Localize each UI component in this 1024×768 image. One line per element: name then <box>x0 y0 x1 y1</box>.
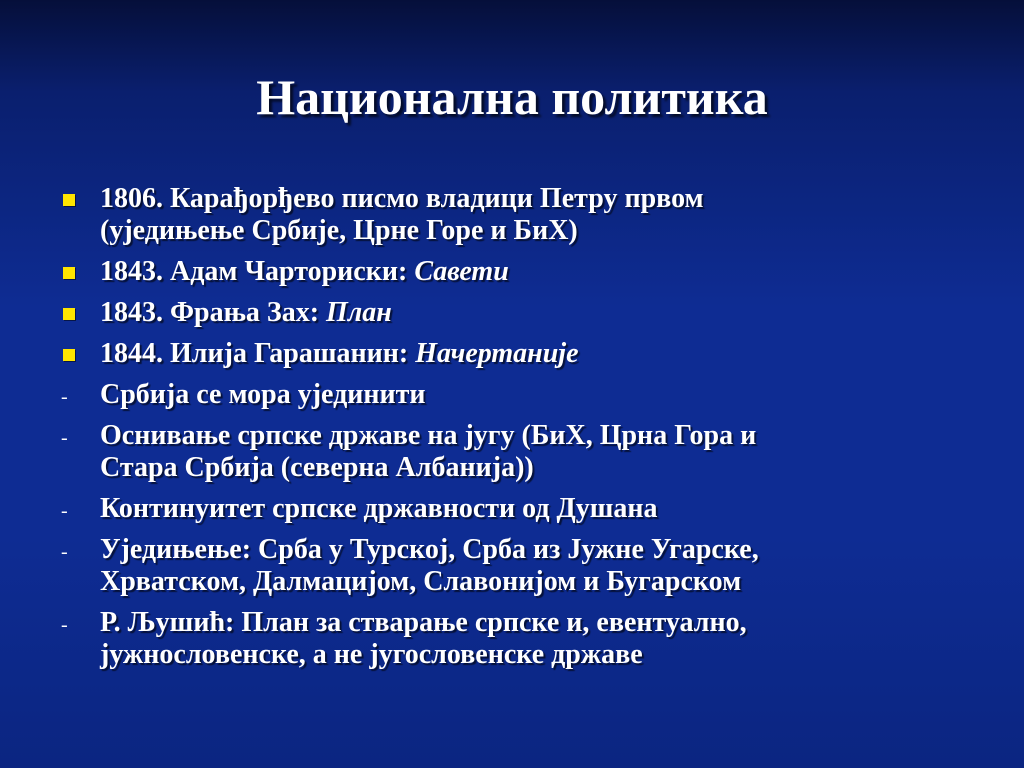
bullet-text: Уједињење: Срба у Турској, Срба из Јужне Угарске, <box>100 534 759 565</box>
bullet-text: Континуитет српске државности од Душана <box>100 493 658 524</box>
bullet-text: Р. Љушић: План за стварање српске и, евентуално, <box>100 607 747 638</box>
bullet-text: Стара Србија (северна Албанија)) <box>100 452 534 483</box>
bullet-italic-text: Савети <box>414 256 509 287</box>
list-item <box>60 379 960 411</box>
bullet-text: 1843. Фрања Зах: <box>100 297 327 328</box>
square-bullet-icon <box>63 308 75 320</box>
dash-bullet-icon: - <box>61 386 68 408</box>
dash-bullet-icon: - <box>61 427 68 449</box>
bullet-text: 1806. Карађорђево писмо владици Петру првом <box>100 183 704 214</box>
dash-bullet-icon: - <box>61 500 68 522</box>
list-item <box>60 183 960 247</box>
square-bullet-icon <box>63 194 75 206</box>
bullet-list <box>60 183 960 680</box>
bullet-text: 1843. Адам Чарториски: <box>100 256 415 287</box>
bullet-text: Србија се мора ујединити <box>100 379 426 410</box>
bullet-italic-text: Начертаније <box>415 338 579 369</box>
bullet-text: (уједињење Србије, Црне Горе и БиХ) <box>100 215 578 246</box>
dash-bullet-icon: - <box>61 541 68 563</box>
list-item <box>60 534 960 598</box>
bullet-italic-text: План <box>326 297 392 328</box>
bullet-text: Оснивање српске државе на југу (БиХ, Црна Гора и <box>100 420 757 451</box>
slide-title: Национална политика <box>256 69 768 125</box>
list-item <box>60 338 960 370</box>
list-item <box>60 256 960 288</box>
list-item <box>60 607 960 671</box>
list-item <box>60 420 960 484</box>
bullet-text: 1844. Илија Гарашанин: <box>100 338 416 369</box>
bullet-text: јужнословенске, а не југословенске државе <box>100 639 643 670</box>
list-item <box>60 493 960 525</box>
square-bullet-icon <box>63 267 75 279</box>
bullet-text: Хрватском, Далмацијом, Славонијом и Бугарском <box>100 566 742 597</box>
dash-bullet-icon: - <box>61 614 68 636</box>
square-bullet-icon <box>63 349 75 361</box>
list-item <box>60 297 960 329</box>
